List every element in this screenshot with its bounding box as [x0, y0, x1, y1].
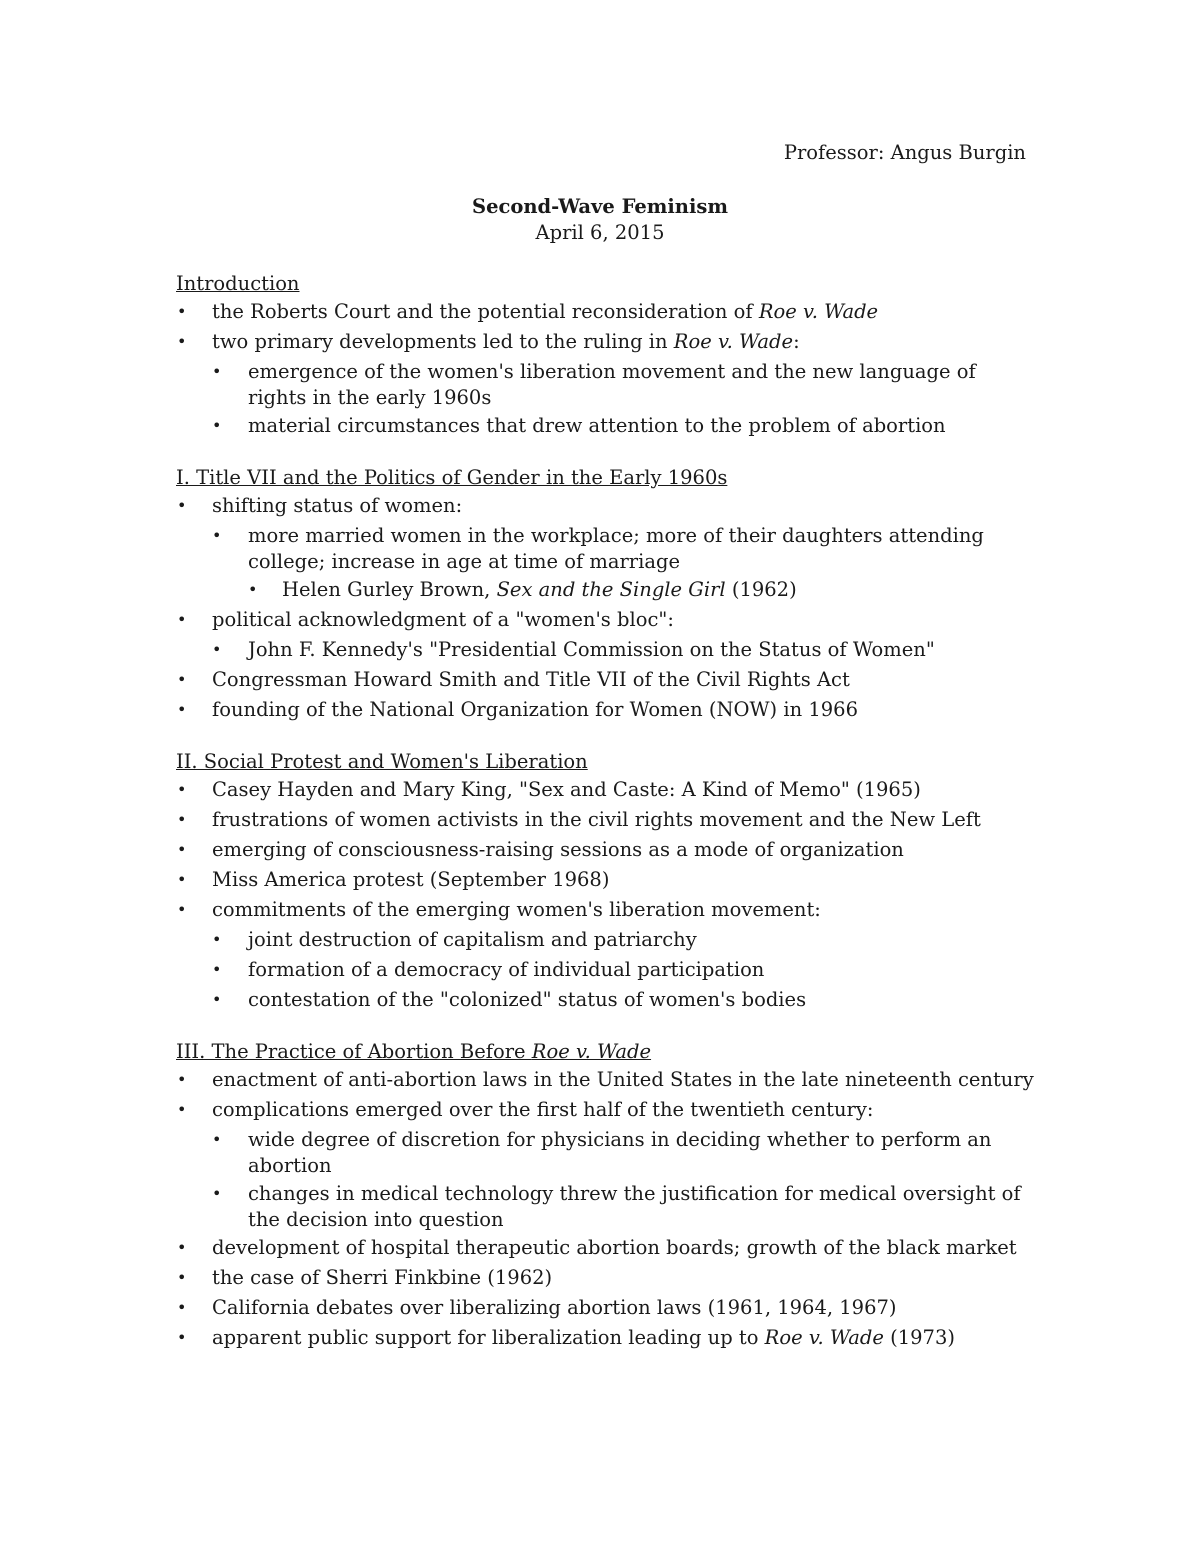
bullet-icon: •: [177, 810, 187, 829]
bullet-icon: •: [177, 1100, 187, 1119]
item-text: wide degree of discretion for physicians in deciding whether to perform an abortion: [248, 1128, 992, 1177]
item-text: shifting status of women:: [212, 494, 463, 517]
case-name: Roe v. Wade: [764, 1326, 884, 1349]
bullet-icon: •: [177, 302, 187, 321]
list-item: [176, 956, 1036, 986]
bullet-list: [176, 1066, 1036, 1354]
item-text: development of hospital therapeutic abortion boards; growth of the black market: [212, 1236, 1017, 1259]
item-text: changes in medical technology threw the justification for medical oversight of the decision into question: [248, 1182, 1021, 1231]
bullet-icon: •: [248, 580, 258, 599]
list-item: [176, 1180, 1036, 1234]
bullet-icon: •: [177, 1298, 187, 1317]
item-text: Helen Gurley Brown,: [282, 578, 497, 601]
bullet-icon: •: [177, 1070, 187, 1089]
item-text: Congressman Howard Smith and Title VII of the Civil Rights Act: [212, 668, 850, 691]
bullet-icon: •: [177, 670, 187, 689]
bullet-icon: •: [177, 610, 187, 629]
item-text: founding of the National Organization for Women (NOW) in 1966: [212, 698, 858, 721]
item-text: (1962): [725, 578, 797, 601]
bullet-icon: •: [177, 700, 187, 719]
bullet-icon: •: [212, 416, 222, 435]
list-item: [176, 696, 1036, 726]
bullet-icon: •: [177, 496, 187, 515]
item-text: the case of Sherri Finkbine (1962): [212, 1266, 553, 1289]
bullet-icon: •: [177, 332, 187, 351]
book-title: Sex and the Single Girl: [496, 578, 726, 601]
item-text: more married women in the workplace; more of their daughters attending college; increase in age at time of marriage: [248, 524, 984, 573]
item-text: formation of a democracy of individual participation: [248, 958, 765, 981]
list-item: [176, 806, 1036, 836]
bullet-icon: •: [177, 780, 187, 799]
section-heading: I. Title VII and the Politics of Gender in the Early 1960s: [176, 466, 728, 489]
title-block: [176, 194, 1024, 246]
case-name: Roe v. Wade: [673, 330, 794, 353]
list-item: [176, 1324, 1036, 1354]
item-text: material circumstances that drew attention to the problem of abortion: [248, 414, 946, 437]
list-item: [176, 1096, 1036, 1126]
bullet-list: [176, 298, 1036, 442]
list-item: [176, 412, 1036, 442]
section-heading: Introduction: [176, 272, 300, 295]
bullet-icon: •: [212, 526, 222, 545]
bullet-icon: •: [212, 362, 222, 381]
item-text: the Roberts Court and the potential reconsideration of: [212, 300, 759, 323]
case-name: Roe v. Wade: [758, 300, 879, 323]
item-text: two primary developments led to the ruling in: [212, 330, 674, 353]
list-item: [176, 522, 1036, 576]
item-text: emerging of consciousness-raising sessions as a mode of organization: [212, 838, 904, 861]
item-text: apparent public support for liberalization leading up to: [212, 1326, 765, 1349]
bullet-icon: •: [212, 640, 222, 659]
list-item: [176, 492, 1036, 522]
item-text: joint destruction of capitalism and patriarchy: [248, 928, 697, 951]
bullet-icon: •: [177, 1328, 187, 1347]
bullet-icon: •: [177, 840, 187, 859]
list-item: [176, 358, 1036, 412]
document-title: Second-Wave Feminism: [472, 195, 728, 218]
list-item: [176, 636, 1036, 666]
list-item: [176, 1126, 1036, 1180]
bullet-icon: •: [177, 1268, 187, 1287]
item-text: frustrations of women activists in the civil rights movement and the New Left: [212, 808, 981, 831]
list-item: [176, 1294, 1036, 1324]
list-item: [176, 606, 1036, 636]
document-page: [176, 140, 1036, 1376]
list-item: [176, 576, 1036, 606]
list-item: [176, 328, 1036, 358]
section-one: [176, 464, 1036, 726]
item-text: (1973): [883, 1326, 955, 1349]
list-item: [176, 776, 1036, 806]
list-item: [176, 1234, 1036, 1264]
bullet-icon: •: [212, 1184, 222, 1203]
item-text: political acknowledgment of a "women's bloc":: [212, 608, 674, 631]
list-item: [176, 836, 1036, 866]
bullet-list: [176, 492, 1036, 726]
section-introduction: [176, 270, 1036, 442]
heading-text: III. The Practice of Abortion Before: [176, 1040, 532, 1063]
bullet-list: [176, 776, 1036, 1016]
bullet-icon: •: [212, 960, 222, 979]
bullet-icon: •: [212, 1130, 222, 1149]
section-two: [176, 748, 1036, 1016]
list-item: [176, 666, 1036, 696]
list-item: [176, 1066, 1036, 1096]
item-text: enactment of anti-abortion laws in the United States in the late nineteenth century: [212, 1068, 1034, 1091]
section-three: [176, 1038, 1036, 1354]
list-item: [176, 866, 1036, 896]
section-heading: II. Social Protest and Women's Liberation: [176, 750, 588, 773]
bullet-icon: •: [177, 870, 187, 889]
list-item: [176, 926, 1036, 956]
item-text: contestation of the "colonized" status of women's bodies: [248, 988, 807, 1011]
document-date: April 6, 2015: [535, 221, 665, 244]
bullet-icon: •: [177, 900, 187, 919]
item-text: John F. Kennedy's "Presidential Commission on the Status of Women": [248, 638, 935, 661]
item-text: commitments of the emerging women's liberation movement:: [212, 898, 821, 921]
item-text: :: [793, 330, 800, 353]
list-item: [176, 896, 1036, 926]
section-heading: [176, 1038, 1036, 1066]
case-name: Roe v. Wade: [531, 1040, 652, 1063]
list-item: [176, 1264, 1036, 1294]
item-text: emergence of the women's liberation movement and the new language of rights in the early 1960s: [248, 360, 976, 409]
list-item: [176, 298, 1036, 328]
bullet-icon: •: [212, 930, 222, 949]
professor-line: Professor: Angus Burgin: [783, 141, 1026, 164]
item-text: complications emerged over the first half of the twentieth century:: [212, 1098, 874, 1121]
item-text: California debates over liberalizing abortion laws (1961, 1964, 1967): [212, 1296, 897, 1319]
item-text: Miss America protest (September 1968): [212, 868, 610, 891]
item-text: Casey Hayden and Mary King, "Sex and Caste: A Kind of Memo" (1965): [212, 778, 921, 801]
list-item: [176, 986, 1036, 1016]
bullet-icon: •: [212, 990, 222, 1009]
bullet-icon: •: [177, 1238, 187, 1257]
